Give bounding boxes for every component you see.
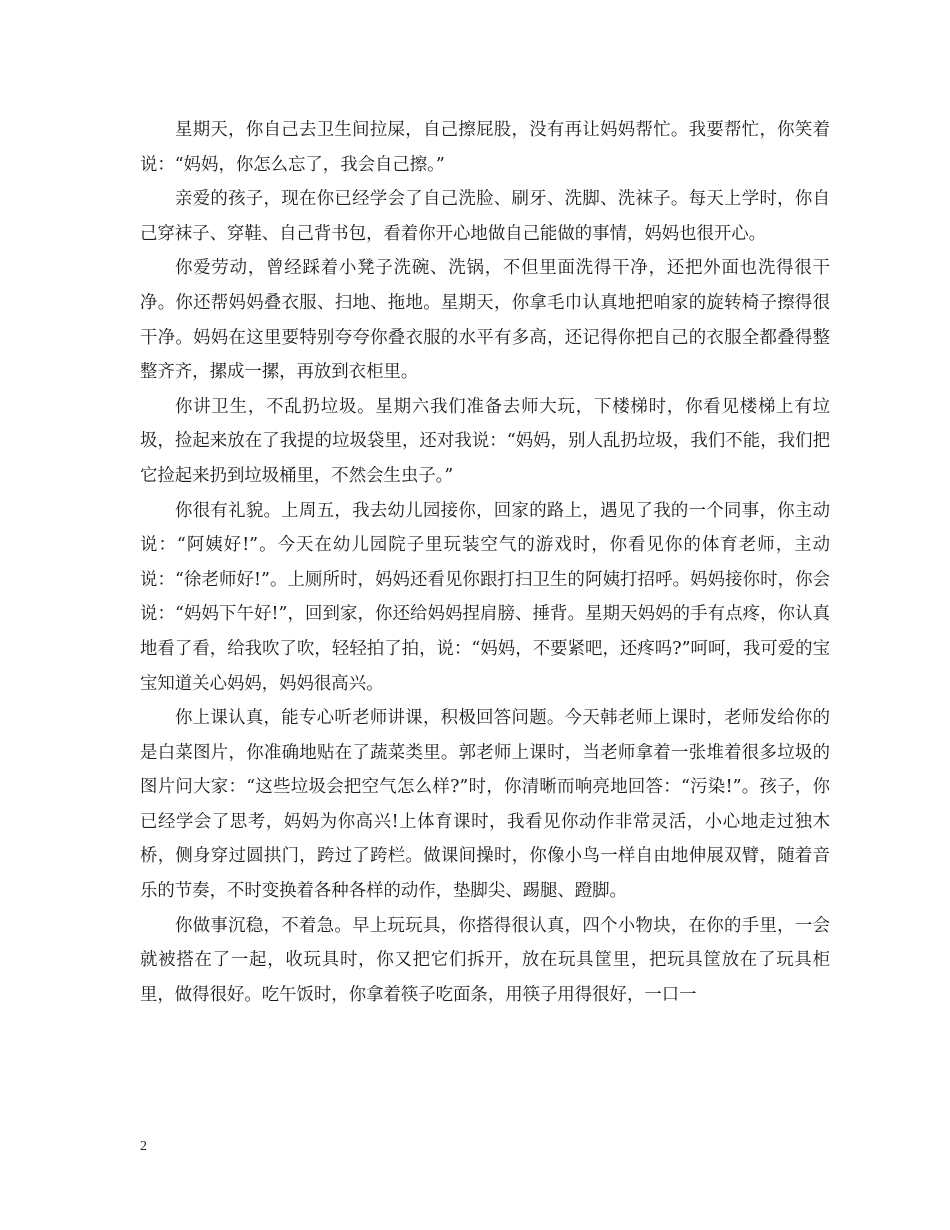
paragraph-2: 亲爱的孩子，现在你已经学会了自己洗脸、刷牙、洗脚、洗袜子。每天上学时，你自己穿袜子、穿鞋、自己背书包，看着你开心地做自己能做的事情，妈妈也很开心。 [140, 189, 830, 244]
body-text [140, 113, 830, 1012]
paragraph-7: 你做事沉稳，不着急。早上玩玩具，你搭得很认真，四个小物块，在你的手里，一会就被搭在了一起，收玩具时，你又把它们拆开，放在玩具筐里，把玩具筐放在了玩具柜里，做得很好。吃午饭时，你拿着筷子吃面条，用筷子用得很好，一口一 [140, 915, 830, 1005]
paragraph-6: 你上课认真，能专心听老师讲课，积极回答问题。今天韩老师上课时，老师发给你的是白菜图片，你准确地贴在了蔬菜类里。郭老师上课时，当老师拿着一张堆着很多垃圾的图片问大家：“这些垃圾会把空气怎么样?”时，你清晰而响亮地回答：“污染!”。孩子，你已经学会了思考，妈妈为你高兴!上体育课时，我看见你动作非常灵活，小心地走过独木桥，侧身穿过圆拱门，跨过了跨栏。做课间操时，你像小鸟一样自由地伸展双臂，随着音乐的节奏，不时变换着各种各样的动作，垫脚尖、踢腿、蹬脚。 [140, 708, 830, 902]
paragraph-3: 你爱劳动，曾经踩着小凳子洗碗、洗锅，不但里面洗得干净，还把外面也洗得很干净。你还帮妈妈叠衣服、扫地、拖地。星期天，你拿毛巾认真地把咱家的旋转椅子擦得很干净。妈妈在这里要特别夸夸你叠衣服的水平有多高，还记得你把自己的衣服全都叠得整整齐齐，摞成一摞，再放到衣柜里。 [140, 258, 830, 383]
paragraph-5: 你很有礼貌。上周五，我去幼儿园接你，回家的路上，遇见了我的一个同事，你主动说：“阿姨好!”。今天在幼儿园院子里玩装空气的游戏时，你看见你的体育老师，主动说：“徐老师好!”。上厕所时，妈妈还看见你跟打扫卫生的阿姨打招呼。妈妈接你时，你会说：“妈妈下午好!”，回到家，你还给妈妈捏肩膀、捶背。星期天妈妈的手有点疼，你认真地看了看，给我吹了吹，轻轻拍了拍，说：“妈妈，不要紧吧，还疼吗?”呵呵，我可爱的宝宝知道关心妈妈，妈妈很高兴。 [140, 500, 830, 694]
paragraph-4: 你讲卫生，不乱扔垃圾。星期六我们准备去师大玩，下楼梯时，你看见楼梯上有垃圾，捡起来放在了我提的垃圾袋里，还对我说：“妈妈，别人乱扔垃圾，我们不能，我们把它捡起来扔到垃圾桶里，不然会生虫子。” [140, 396, 830, 486]
paragraph-1: 星期天，你自己去卫生间拉屎，自己擦屁股，没有再让妈妈帮忙。我要帮忙，你笑着说：“妈妈，你怎么忘了，我会自己擦。” [140, 120, 830, 175]
page-number: 2 [140, 1139, 147, 1154]
